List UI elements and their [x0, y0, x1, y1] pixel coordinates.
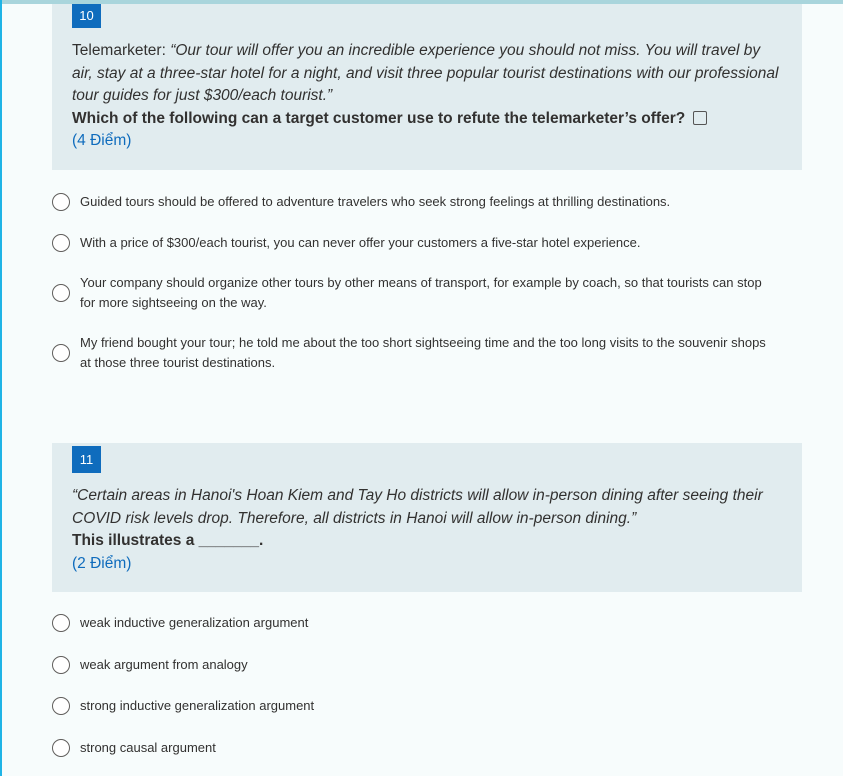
question-quote: “Certain areas in Hanoi's Hoan Kiem and Tay Ho districts will allow in-person dining after seeing their COVID risk levels drop. Therefore, all districts in Hanoi will allow in-person dining.”: [72, 487, 763, 527]
radio-icon[interactable]: [52, 193, 70, 211]
option-radio[interactable]: [52, 333, 772, 373]
left-border: [0, 0, 2, 776]
option-label: strong inductive generalization argument: [80, 698, 315, 713]
option-label: With a price of $300/each tourist, you can never offer your customers a five-star hotel experience.: [80, 235, 641, 250]
question-prefix: Telemarketer:: [72, 42, 171, 59]
radio-icon[interactable]: [52, 234, 70, 252]
question-11-header: [52, 443, 802, 592]
option-radio[interactable]: [52, 273, 772, 313]
option-label: weak argument from analogy: [80, 657, 248, 672]
option-label: Guided tours should be offered to adventure travelers who seek strong feelings at thrilling destinations.: [80, 194, 671, 209]
option-label: strong causal argument: [80, 740, 216, 755]
radio-icon[interactable]: [52, 284, 70, 302]
question-10-header: [52, 4, 802, 170]
option-label: Your company should organize other tours by other means of transport, for example by coach, so that tourists can stop for more sightseeing on the way.: [80, 275, 762, 310]
option-radio[interactable]: [52, 655, 772, 675]
radio-icon[interactable]: [52, 344, 70, 362]
option-radio[interactable]: [52, 613, 772, 633]
option-radio[interactable]: [52, 192, 772, 212]
question-points: (2 Điểm): [72, 554, 132, 572]
option-radio[interactable]: [52, 738, 772, 758]
radio-icon[interactable]: [52, 697, 70, 715]
radio-icon[interactable]: [52, 614, 70, 632]
immersive-reader-icon[interactable]: [693, 111, 707, 125]
question-number-badge: 10: [72, 4, 101, 28]
option-label: weak inductive generalization argument: [80, 615, 309, 630]
question-text: [72, 40, 782, 108]
question-prompt: [72, 108, 782, 131]
question-text: [72, 485, 782, 530]
radio-icon[interactable]: [52, 739, 70, 757]
question-prompt: This illustrates a _______.: [72, 532, 264, 549]
prompt-text: Which of the following can a target customer use to refute the telemarketer’s offer?: [72, 109, 686, 127]
radio-icon[interactable]: [52, 656, 70, 674]
question-number-badge: 11: [72, 446, 101, 473]
option-label: My friend bought your tour; he told me about the too short sightseeing time and the too long visits to the souvenir shops at those three tourist destinations.: [80, 335, 766, 370]
question-quote: “Our tour will offer you an incredible experience you should not miss. You will travel by air, stay at a three-star hotel for a night, and visit three popular tourist destinations with our professional tour guides for just $300/each tourist.”: [72, 42, 779, 104]
option-radio[interactable]: [52, 233, 772, 253]
question-points: (4 Điểm): [72, 132, 132, 149]
option-radio[interactable]: [52, 696, 772, 716]
